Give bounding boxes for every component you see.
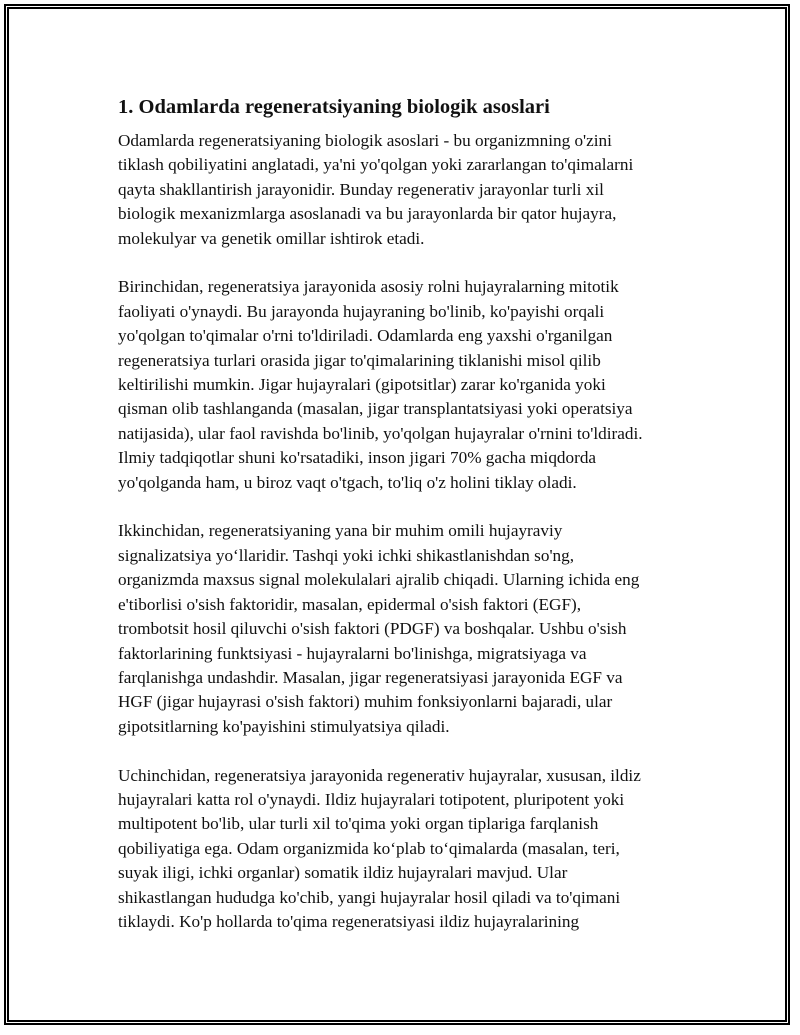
document-body [118, 95, 698, 959]
paragraph-2 [118, 275, 698, 495]
text-line: tiklaydi. Ko'p hollarda to'qima regeneratsiyasi ildiz hujayralarining [118, 911, 580, 931]
text-line: Ilmiy tadqiqotlar shuni ko'rsatadiki, inson jigari 70% gacha miqdorda [118, 448, 597, 468]
text-line: farqlanishga undashdir. Masalan, jigar regeneratsiyasi jarayonida EGF va [118, 667, 623, 687]
text-line: yo'qolgan to'qimalar o'rni to'ldiriladi. Odamlarda eng yaxshi o'rganilgan [118, 326, 613, 346]
text-line: molekulyar va genetik omillar ishtirok etadi. [118, 228, 425, 248]
text-line: tiklash qobiliyatini anglatadi, ya'ni yo'qolgan yoki zararlangan to'qimalarni [118, 155, 634, 175]
text-line: Ikkinchidan, regeneratsiyaning yana bir muhim omili hujayraviy [118, 521, 563, 541]
text-line: faoliyati o'ynaydi. Bu jarayonda hujayraning bo'linib, ko'payishi orqali [118, 301, 605, 321]
text-line: HGF (jigar hujayrasi o'sish faktori) muhim fonksiyonlarni bajaradi, ular [118, 692, 613, 712]
text-line: hujayralari katta rol o'ynaydi. Ildiz hujayralari totipotent, pluripotent yoki [118, 789, 625, 809]
text-line: trombotsit hosil qiluvchi o'sish faktori (PDGF) va boshqalar. Ushbu o'sish [118, 619, 627, 639]
text-line: faktorlarining funktsiyasi - hujayralarni bo'linishga, migratsiyaga va [118, 643, 587, 663]
text-line: signalizatsiya yo‘llaridir. Tashqi yoki ichki shikastlanishdan so'ng, [118, 545, 575, 565]
text-line: shikastlangan hududga ko'chib, yangi hujayralar hosil qiladi va to'qimani [118, 887, 621, 907]
text-line: regeneratsiya turlari orasida jigar to'qimalarining tiklanishi misol qilib [118, 350, 601, 370]
text-line: yo'qolganda ham, u biroz vaqt o'tgach, to'liq o'z holini tiklay oladi. [118, 472, 577, 492]
text-line: multipotent bo'lib, ular turli xil to'qima yoki organ tiplariga farqlanish [118, 814, 599, 834]
text-line: organizmda maxsus signal molekulalari ajralib chiqadi. Ularning ichida eng [118, 570, 640, 590]
text-line: e'tiborlisi o'sish faktoridir, masalan, epidermal o'sish faktori (EGF), [118, 594, 582, 614]
text-line: qobiliyatiga ega. Odam organizmida ko‘plab to‘qimalarda (masalan, teri, [118, 838, 620, 858]
text-line: qayta shakllantirish jarayonidir. Bunday regenerativ jarayonlar turli xil [118, 179, 604, 199]
text-line: qisman olib tashlanganda (masalan, jigar transplantatsiyasi yoki operatsiya [118, 399, 633, 419]
text-line: Odamlarda regeneratsiyaning biologik asoslari - bu organizmning o'zini [118, 131, 612, 150]
paragraph-4 [118, 764, 698, 935]
section-heading: 1. Odamlarda regeneratsiyaning biologik asoslari [118, 96, 550, 118]
paragraph-3 [118, 519, 698, 739]
text-line: Uchinchidan, regeneratsiya jarayonida regenerativ hujayralar, xususan, ildiz [118, 765, 641, 785]
text-line: natijasida), ular faol ravishda bo'linib, yo'qolgan hujayralar o'rnini to'ldiradi. [118, 423, 643, 443]
text-line: biologik mexanizmlarga asoslanadi va bu jarayonlarda bir qator hujayra, [118, 204, 617, 224]
text-line: Birinchidan, regeneratsiya jarayonida asosiy rolni hujayralarning mitotik [118, 277, 619, 297]
text-line: suyak iligi, ichki organlar) somatik ildiz hujayralari mavjud. Ular [118, 863, 568, 883]
text-line: gipotsitlarning ko'payishini stimulyatsiya qiladi. [118, 716, 450, 736]
paragraph-1 [118, 129, 698, 251]
text-line: keltirilishi mumkin. Jigar hujayralari (gipotsitlar) zarar ko'rganida yoki [118, 375, 606, 395]
